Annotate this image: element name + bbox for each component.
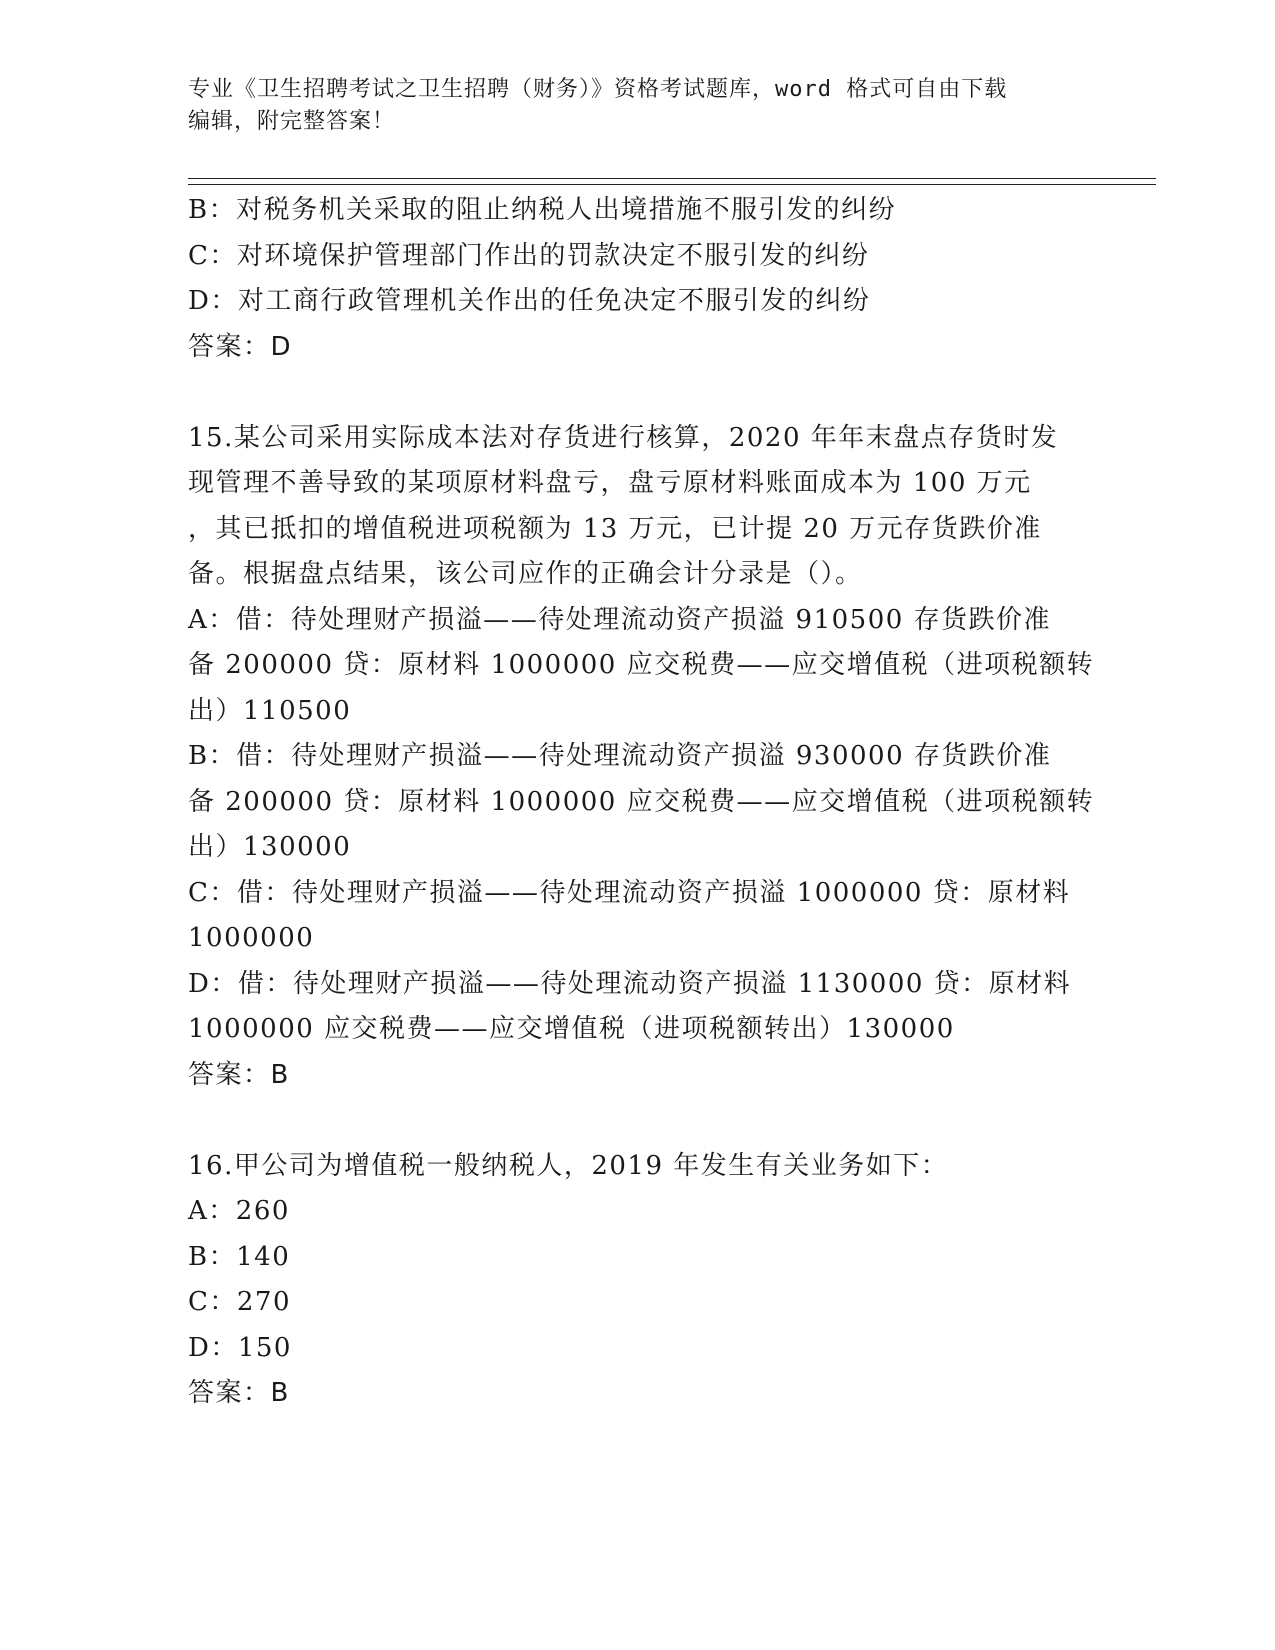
question-stem-line: ，其已抵扣的增值税进项税额为 13 万元，已计提 20 万元存货跌价准	[188, 513, 1042, 544]
question-15	[188, 416, 1095, 1099]
option-line: 1000000	[188, 923, 315, 953]
option-d: D：对工商行政管理机关作出的任免决定不服引发的纠纷	[188, 286, 871, 316]
option-b: B：对税务机关采取的阻止纳税人出境措施不服引发的纠纷	[188, 195, 897, 225]
question-content	[188, 188, 1095, 1417]
option-c: C：对环境保护管理部门作出的罚款决定不服引发的纠纷	[188, 240, 870, 271]
option-line: 1000000 应交税费——应交增值税（进项税额转出）130000	[188, 1014, 955, 1044]
header-divider-bottom	[188, 184, 1156, 185]
option-b: B：140	[188, 1241, 291, 1272]
header-divider-top	[188, 178, 1156, 179]
question-stem-line: 备。根据盘点结果，该公司应作的正确会计分录是（）。	[188, 559, 863, 589]
question-stem-line: 15.某公司采用实际成本法对存货进行核算，2020 年年末盘点存货时发	[188, 422, 1059, 453]
option-line: 出）130000	[188, 832, 352, 862]
option-d: D：150	[188, 1332, 292, 1363]
previous-question	[188, 188, 1088, 370]
option-line: A：借：待处理财产损溢——待处理流动资产损溢 910500 存货跌价准	[188, 604, 1052, 635]
answer: 答案：B	[188, 1059, 290, 1090]
header-line-1: 专业《卫生招聘考试之卫生招聘（财务）》资格考试题库，word 格式可自由下载	[188, 77, 1008, 102]
question-stem: 16.甲公司为增值税一般纳税人，2019 年发生有关业务如下：	[188, 1150, 949, 1181]
option-line: D：借：待处理财产损溢——待处理流动资产损溢 1130000 贷：原材料	[188, 968, 1072, 999]
spacer	[188, 1098, 1088, 1144]
question-stem-line: 现管理不善导致的某项原材料盘亏，盘亏原材料账面成本为 100 万元	[188, 468, 1032, 498]
spacer	[188, 370, 1088, 416]
page-header	[188, 74, 1088, 138]
option-line: B：借：待处理财产损溢——待处理流动资产损溢 930000 存货跌价准	[188, 741, 1052, 771]
header-line-2: 编辑，附完整答案！	[188, 109, 396, 134]
option-line: 备 200000 贷：原材料 1000000 应交税费——应交增值税（进项税额转	[188, 786, 1095, 817]
option-line: C：借：待处理财产损溢——待处理流动资产损溢 1000000 贷：原材料	[188, 877, 1071, 908]
question-16	[188, 1144, 1088, 1417]
answer: 答案：B	[188, 1378, 290, 1408]
option-a: A：260	[188, 1196, 290, 1226]
option-line: 出）110500	[188, 695, 352, 726]
answer: 答案：D	[188, 331, 293, 362]
option-c: C：270	[188, 1287, 292, 1317]
option-line: 备 200000 贷：原材料 1000000 应交税费——应交增值税（进项税额转	[188, 650, 1095, 680]
